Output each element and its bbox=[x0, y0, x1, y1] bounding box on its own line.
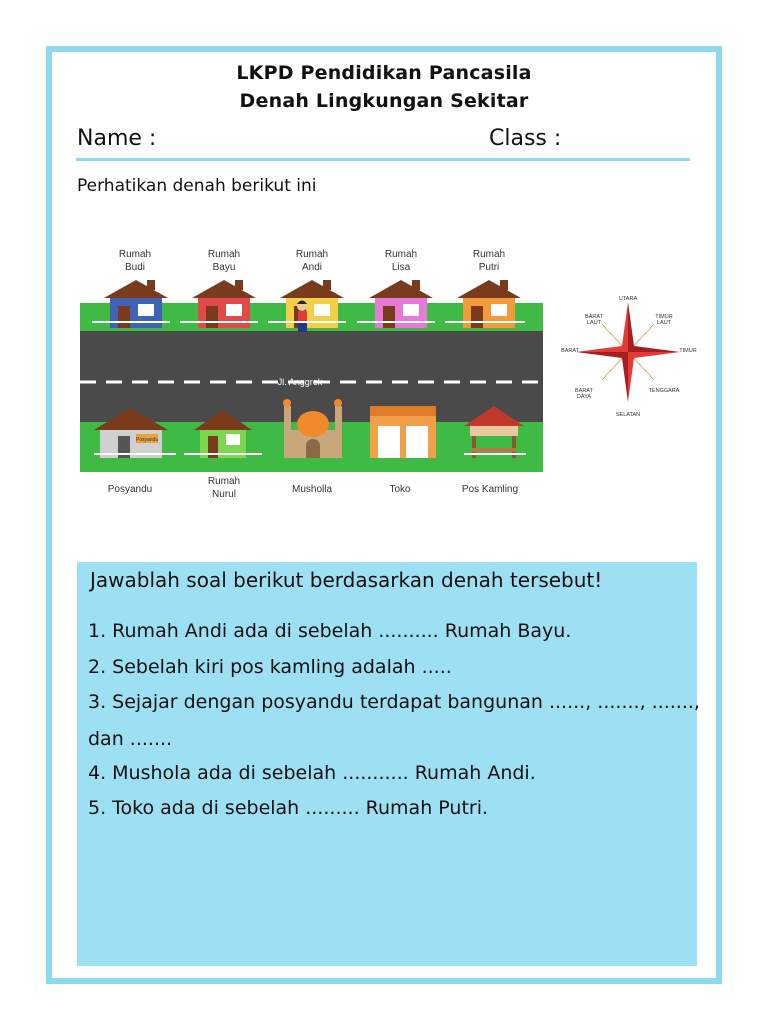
question-1: 1. Rumah Andi ada di sebelah .......... Rumah Bayu. bbox=[88, 620, 572, 642]
compass-timur-laut-2: LAUT bbox=[656, 320, 672, 326]
top-house-3-label1: Rumah bbox=[295, 249, 329, 260]
compass-barat-daya-2: DAYA bbox=[576, 394, 592, 400]
worksheet-title: LKPD Pendidikan Pancasila bbox=[236, 62, 532, 84]
top-house-3-label2: Andi bbox=[301, 262, 323, 273]
top-house-5-label2: Putri bbox=[478, 262, 500, 273]
bottom-building-2-label1: Rumah bbox=[207, 476, 241, 487]
instruction-text: Perhatikan denah berikut ini bbox=[77, 176, 317, 196]
toko-building bbox=[370, 406, 436, 458]
compass-selatan: SELATAN bbox=[615, 412, 641, 418]
name-label: Name : bbox=[77, 126, 157, 151]
bottom-building-1-label: Posyandu bbox=[107, 484, 153, 495]
compass-rose-icon bbox=[556, 290, 706, 420]
neighborhood-map bbox=[80, 240, 545, 510]
compass-utara: UTARA bbox=[618, 296, 638, 302]
compass-tenggara: TENGGARA bbox=[648, 388, 680, 394]
worksheet-subtitle: Denah Lingkungan Sekitar bbox=[239, 90, 529, 112]
house-andi bbox=[280, 280, 344, 328]
question-5: 5. Toko ada di sebelah ......... Rumah Putri. bbox=[88, 797, 489, 819]
top-house-1-label1: Rumah bbox=[118, 249, 152, 260]
top-house-5-label1: Rumah bbox=[472, 249, 506, 260]
compass-barat: BARAT bbox=[561, 348, 579, 354]
svg-text:Posyandu: Posyandu bbox=[135, 437, 159, 443]
child-figure bbox=[297, 301, 307, 333]
questions-heading: Jawablah soal berikut berdasarkan denah tersebut! bbox=[90, 568, 603, 592]
bottom-building-3-label: Musholla bbox=[291, 484, 333, 495]
compass-barat-laut-1: BARAT bbox=[585, 314, 603, 320]
question-3: 3. Sejajar dengan posyandu terdapat bangunan ......, ......., ......., bbox=[88, 691, 700, 713]
name-class-line[interactable] bbox=[76, 158, 690, 161]
question-4: 4. Mushola ada di sebelah ........... Rumah Andi. bbox=[88, 762, 536, 784]
class-label: Class : bbox=[489, 126, 562, 151]
compass-barat-laut-2: LAUT bbox=[586, 320, 602, 326]
top-house-4-label1: Rumah bbox=[384, 249, 418, 260]
compass-timur-laut-1: TIMUR bbox=[655, 314, 673, 320]
question-3-continued: dan ....... bbox=[88, 728, 173, 750]
top-house-1-label2: Budi bbox=[124, 262, 146, 273]
top-house-2-label2: Bayu bbox=[212, 262, 236, 273]
question-2: 2. Sebelah kiri pos kamling adalah ..... bbox=[88, 656, 452, 678]
compass-timur: TIMUR bbox=[679, 348, 697, 354]
house-lisa bbox=[369, 280, 433, 328]
road-name: Jl. Anggrek bbox=[277, 377, 323, 387]
house-budi bbox=[104, 280, 168, 328]
bottom-building-5-label: Pos Kamling bbox=[461, 484, 519, 495]
top-house-4-label2: Lisa bbox=[391, 262, 411, 273]
bottom-building-2-label2: Nurul bbox=[212, 489, 236, 500]
house-bayu bbox=[192, 280, 256, 328]
top-house-2-label1: Rumah bbox=[207, 249, 241, 260]
house-putri bbox=[457, 280, 521, 328]
compass-barat-daya-1: BARAT bbox=[575, 388, 593, 394]
bottom-building-4-label: Toko bbox=[389, 484, 411, 495]
